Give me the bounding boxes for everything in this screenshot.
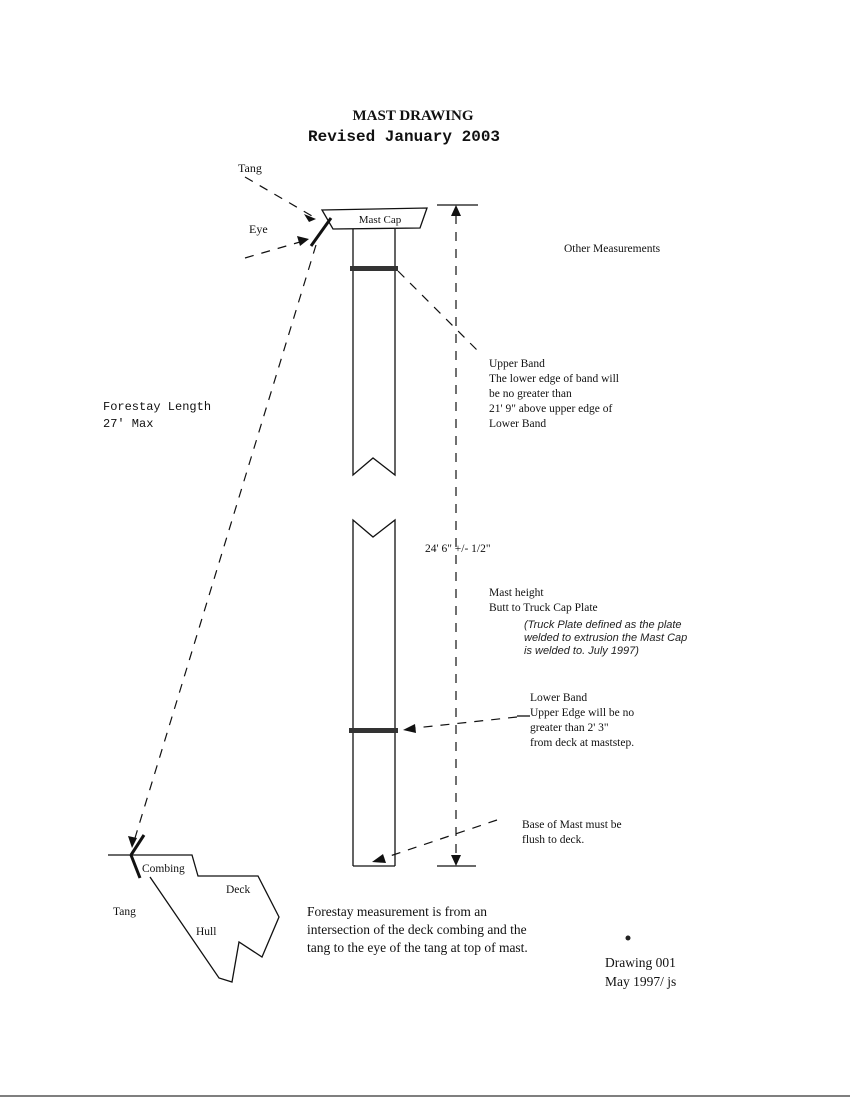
eye-arrow [297,236,309,246]
lower-band [349,728,398,733]
height-arrow-bottom [451,855,461,866]
other-measurements-label: Other Measurements [564,243,661,255]
drawing-number: Drawing 001 [605,955,676,970]
upper-band-heading: Upper Band [489,358,545,370]
forestay-note-line-3: tang to the eye of the tang at top of mast. [307,940,528,955]
upper-band [350,266,398,271]
eye-leader [245,242,300,258]
tang-bottom-label: Tang [113,906,136,918]
eye-label: Eye [249,222,268,236]
mast-height-line: Butt to Truck Cap Plate [489,602,598,614]
forestay-length-label: Forestay Length [103,400,212,414]
tang-fitting-top [311,218,331,246]
forestay-max-label: 27' Max [103,417,154,431]
mast-height-note-1: (Truck Plate defined as the plate [524,619,682,631]
forestay-note-line-1: Forestay measurement is from an [307,904,487,919]
scan-speck [626,936,631,941]
upper-band-leader [398,271,478,351]
mast-lower-section [353,520,395,866]
mast-cap-label: Mast Cap [358,214,402,226]
drawing-date: May 1997/ js [605,974,677,989]
upper-band-line-2: be no greater than [489,388,572,400]
base-leader [384,820,497,858]
tang-leader [245,177,312,216]
height-arrow-top [451,205,461,216]
mast-upper-section [353,229,395,475]
upper-band-line-1: The lower edge of band will [489,373,619,385]
lower-band-line-1: Upper Edge will be no [530,707,635,719]
combing-edge [131,855,140,878]
lower-band-arrow [403,724,416,733]
base-arrow [372,854,386,863]
forestay-note-line-2: intersection of the deck combing and the [307,922,527,937]
mast-height-note-3: is welded to. July 1997) [524,645,639,657]
subtitle: Revised January 2003 [307,128,501,146]
upper-band-line-4: Lower Band [489,418,547,430]
hull-section [108,855,279,982]
upper-band-line-3: 21' 9" above upper edge of [489,403,613,415]
lower-band-line-3: from deck at maststep. [530,737,635,749]
mast-height-value: 24' 6" +/- 1/2" [425,543,491,555]
lower-band-heading: Lower Band [530,692,588,704]
base-note-line-2: flush to deck. [522,834,585,846]
hull-label: Hull [196,926,217,938]
title: MAST DRAWING [352,108,474,124]
base-note-line-1: Base of Mast must be [522,819,622,831]
deck-label: Deck [226,884,251,896]
tang-top-label: Tang [238,161,262,175]
forestay-line [135,245,316,838]
lower-band-leader [415,717,517,728]
mast-height-heading: Mast height [489,587,544,599]
combing-label: Combing [142,863,185,875]
mast-height-note-2: welded to extrusion the Mast Cap [524,632,688,644]
lower-band-line-2: greater than 2' 3" [530,722,609,734]
